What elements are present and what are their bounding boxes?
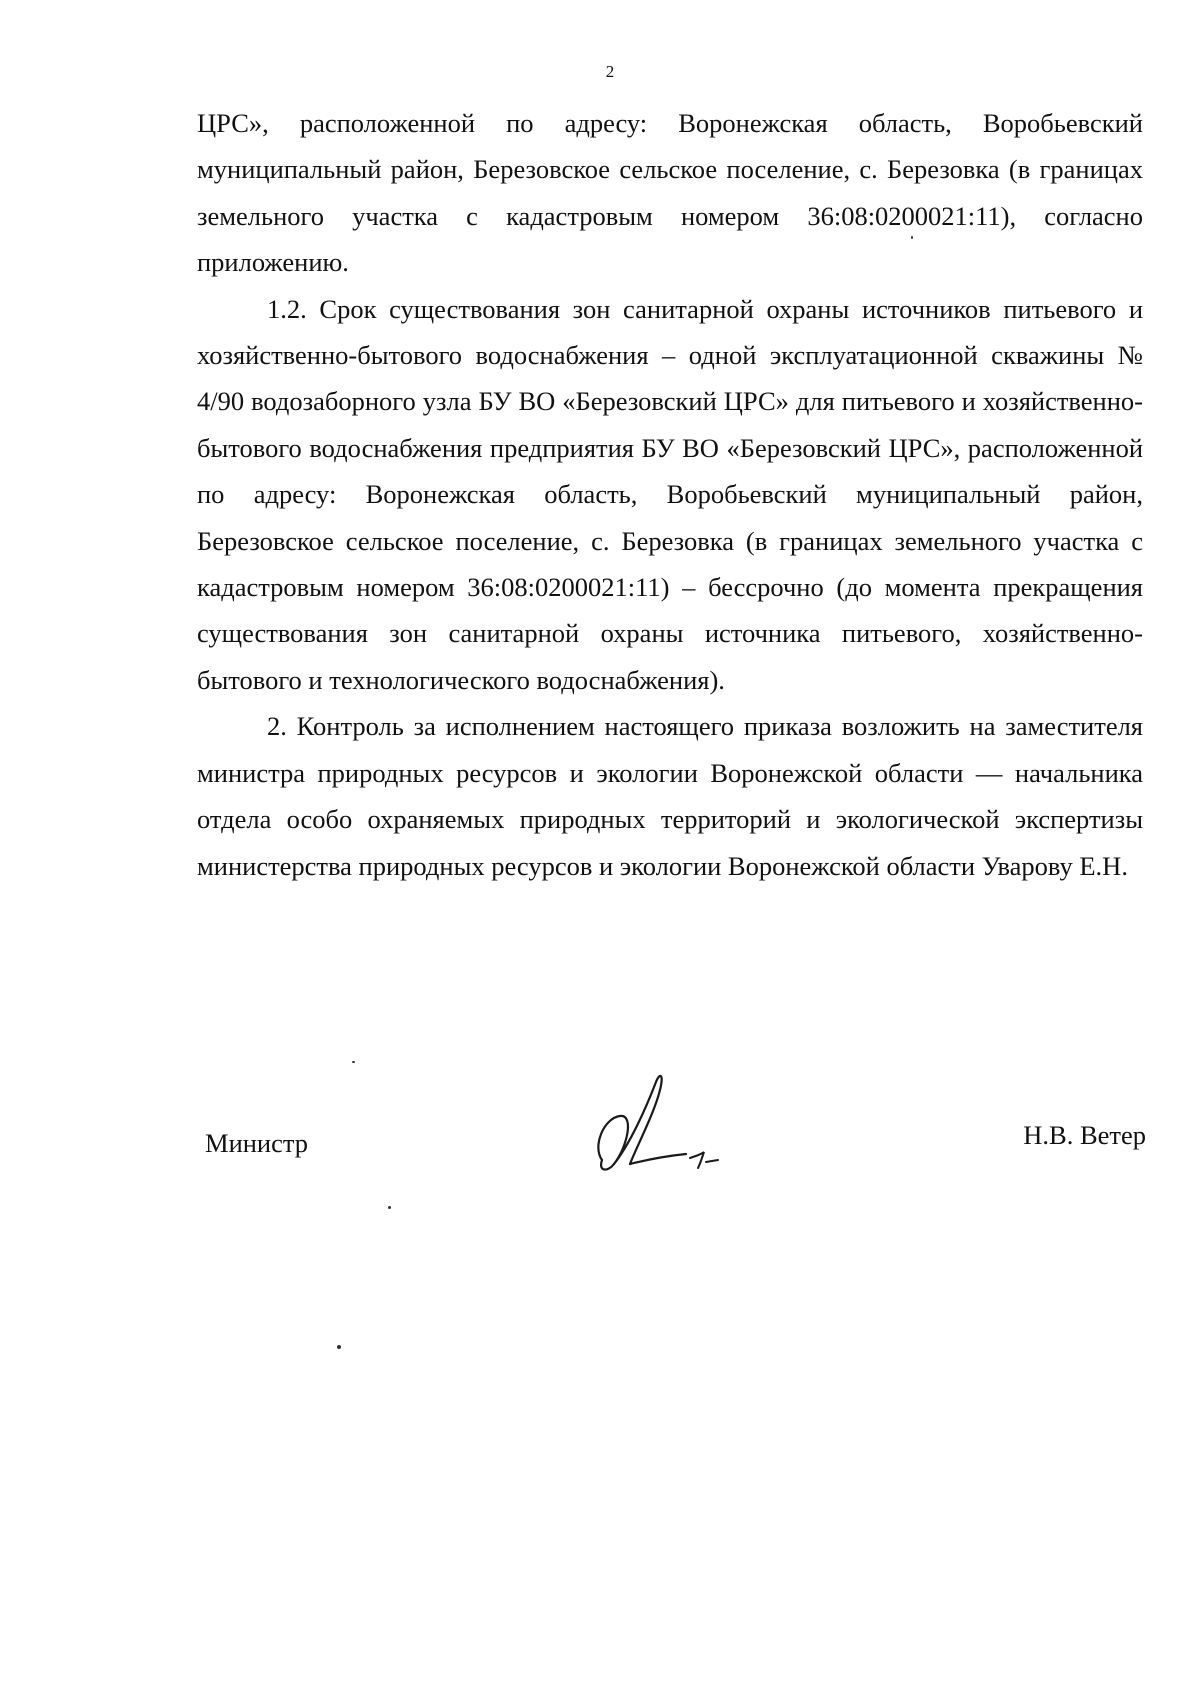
- scan-speck: [352, 1061, 355, 1063]
- paragraph-1-2: 1.2. Срок существования зон санитарной охраны источников питьевого и хозяйственно-бытового водоснабжения – одной эксплуатационной скважины № 4/90 водозаборного узла БУ ВО «Березовский ЦРС» для питьевого и хозяйственно-бытового водоснабжения предприятия БУ ВО «Березовский ЦРС», расположенной по адресу: Воронежская область, Воробьевский муниципальный район, Березовское сельское поселение, с. Березовка (в границах земельного участка с кадастровым номером 36:08:0200021:11) – бессрочно (до момента прекращения существования зон санитарной охраны источника питьевого, хозяйственно-бытового и технологического водоснабжения).: [197, 293, 1143, 695]
- scan-speck: [337, 1345, 341, 1349]
- document-body: [197, 100, 1143, 889]
- signatory-title: Министр: [205, 1128, 309, 1158]
- signatory-name: Н.В. Ветер: [1023, 1120, 1146, 1150]
- page-number: 2: [605, 62, 615, 81]
- paragraph-continuation: ЦРС», расположенной по адресу: Воронежская область, Воробьевский муниципальный район, Березовское сельское поселение, с. Березовка (в границах земельного участка с кадастровым номером 36:08:0200021:11), согласно приложению.: [197, 108, 1143, 278]
- scan-speck: [911, 236, 913, 239]
- handwritten-signature: [590, 1068, 750, 1188]
- paragraph-2: 2. Контроль за исполнением настоящего приказа возложить на заместителя министра природных ресурсов и экологии Воронежской области — начальника отдела особо охраняемых природных территорий и экологической экспертизы министерства природных ресурсов и экологии Воронежской области Уварову Е.Н.: [197, 711, 1143, 881]
- scan-speck: [388, 1206, 391, 1209]
